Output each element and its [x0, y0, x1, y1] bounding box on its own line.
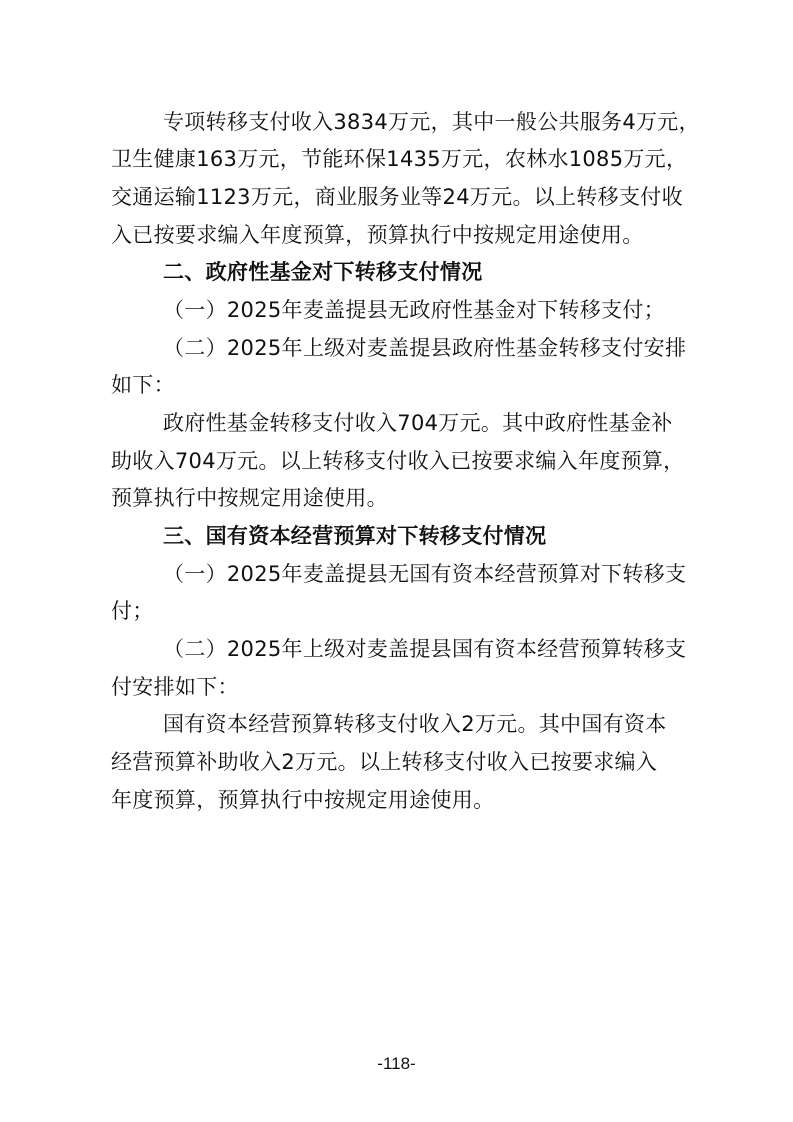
list-item: （一）2025年麦盖提县无国有资本经营预算对下转移支 — [163, 562, 687, 586]
list-item-continuation: 如下： — [111, 373, 175, 397]
list-item: （二）2025年上级对麦盖提县国有资本经营预算转移支 — [163, 637, 687, 661]
paragraph-line: 卫生健康163万元，节能环保1435万元，农林水1085万元， — [111, 147, 688, 171]
list-item-continuation: 付； — [111, 599, 154, 623]
paragraph-line: 助收入704万元。以上转移支付收入已按要求编入年度预算， — [111, 449, 685, 473]
paragraph-line: 经营预算补助收入2万元。以上转移支付收入已按要求编入 — [111, 750, 658, 774]
list-item-continuation: 付安排如下： — [111, 675, 239, 699]
paragraph-line: 国有资本经营预算转移支付收入2万元。其中国有资本 — [163, 712, 667, 736]
list-item: （二）2025年上级对麦盖提县政府性基金转移支付安排 — [163, 336, 687, 360]
paragraph-line: 预算执行中按规定用途使用。 — [111, 486, 388, 510]
list-item: （一）2025年麦盖提县无政府性基金对下转移支付； — [163, 298, 665, 322]
section-heading-state-capital: 三、国有资本经营预算对下转移支付情况 — [163, 524, 547, 548]
paragraph-line: 入已按要求编入年度预算，预算执行中按规定用途使用。 — [111, 223, 644, 247]
section-heading-gov-fund: 二、政府性基金对下转移支付情况 — [163, 260, 483, 284]
paragraph-line: 政府性基金转移支付收入704万元。其中政府性基金补 — [163, 411, 673, 435]
page-number: -118- — [377, 1054, 416, 1073]
paragraph-line: 交通运输1123万元，商业服务业等24万元。以上转移支付收 — [111, 185, 683, 209]
paragraph-line: 年度预算，预算执行中按规定用途使用。 — [111, 788, 495, 812]
paragraph-line: 专项转移支付收入3834万元，其中一般公共服务4万元， — [163, 110, 700, 134]
